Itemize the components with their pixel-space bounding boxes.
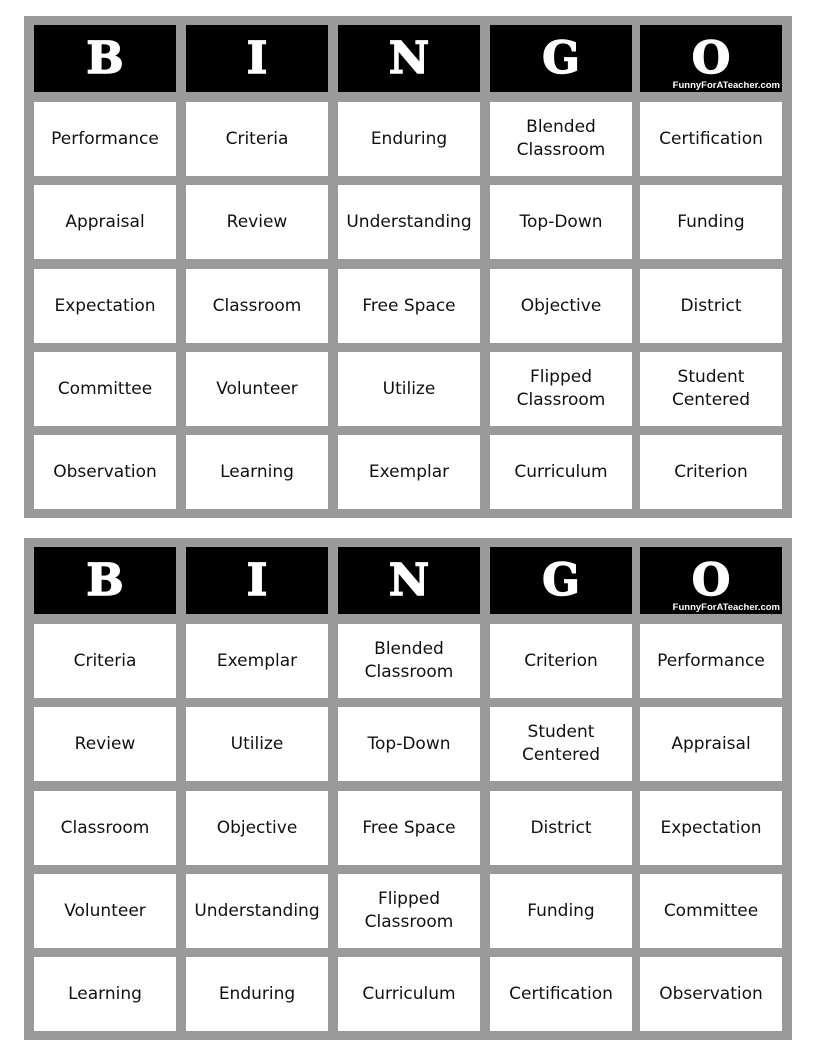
cell-text: District: [680, 295, 742, 316]
bingo-cell[interactable]: [640, 874, 782, 948]
cell-text: Appraisal: [671, 733, 751, 754]
bingo-cell[interactable]: [34, 435, 176, 509]
header-n: [338, 547, 480, 614]
header-letter: N: [388, 32, 430, 84]
bingo-cell[interactable]: [490, 185, 632, 259]
cell-text: Volunteer: [216, 378, 298, 399]
cell-text: Enduring: [370, 128, 448, 149]
bingo-cell[interactable]: [490, 957, 632, 1031]
bingo-cell[interactable]: [34, 269, 176, 343]
cell-text: Utilize: [230, 733, 284, 754]
bingo-cell[interactable]: [186, 791, 328, 865]
bingo-cell[interactable]: [34, 874, 176, 948]
cell-text: Curriculum: [362, 983, 456, 1004]
bingo-cell[interactable]: [338, 707, 480, 781]
cell-text: Review: [226, 211, 288, 232]
cell-text: Committee: [57, 378, 153, 399]
bingo-cell[interactable]: [34, 185, 176, 259]
cell-text: Criteria: [73, 650, 137, 671]
cell-text: Criterion: [674, 461, 748, 482]
cell-text: Performance: [657, 650, 765, 671]
header-letter: I: [246, 32, 268, 84]
bingo-cell[interactable]: [186, 185, 328, 259]
cell-text: Volunteer: [64, 900, 146, 921]
header-b: [34, 547, 176, 614]
cell-text: Student Centered: [671, 367, 751, 410]
bingo-cell[interactable]: [640, 269, 782, 343]
cell-text: Funding: [677, 211, 745, 232]
bingo-cell[interactable]: [640, 352, 782, 426]
cell-text: Criterion: [524, 650, 598, 671]
header-letter: G: [542, 554, 580, 606]
header-letter: B: [86, 32, 124, 84]
bingo-cell[interactable]: [640, 185, 782, 259]
header-letter: O: [691, 554, 731, 606]
free-space-cell[interactable]: [338, 269, 480, 343]
free-space-cell[interactable]: [338, 791, 480, 865]
header-letter: B: [86, 554, 124, 606]
bingo-cell[interactable]: [338, 102, 480, 176]
cell-text: Flipped Classroom: [516, 367, 606, 410]
cell-text: Certification: [659, 128, 763, 149]
bingo-cell[interactable]: [186, 352, 328, 426]
cell-text: Student Centered: [521, 722, 601, 765]
cell-text: Expectation: [660, 817, 762, 838]
bingo-cell[interactable]: [186, 269, 328, 343]
cell-text: Curriculum: [514, 461, 608, 482]
bingo-cell[interactable]: [186, 707, 328, 781]
cell-text: Observation: [53, 461, 157, 482]
header-g: [490, 547, 632, 614]
cell-text: Classroom: [212, 295, 302, 316]
bingo-cell[interactable]: [490, 435, 632, 509]
bingo-cell[interactable]: [490, 624, 632, 698]
cell-text: District: [530, 817, 592, 838]
bingo-cell[interactable]: [186, 957, 328, 1031]
header-i: [186, 547, 328, 614]
cell-text: Exemplar: [368, 461, 450, 482]
bingo-cell[interactable]: [186, 102, 328, 176]
cell-text: Review: [74, 733, 136, 754]
header-letter: G: [542, 32, 580, 84]
bingo-cell[interactable]: [338, 874, 480, 948]
bingo-cell[interactable]: [490, 791, 632, 865]
bingo-cell[interactable]: [490, 352, 632, 426]
bingo-cell[interactable]: [186, 624, 328, 698]
bingo-cell[interactable]: [490, 707, 632, 781]
header-letter: N: [388, 554, 430, 606]
watermark: FunnyForATeacher.com: [672, 602, 780, 613]
cell-text: Observation: [659, 983, 763, 1004]
header-o: [640, 25, 782, 92]
cell-text: Understanding: [194, 900, 320, 921]
bingo-cell[interactable]: [338, 352, 480, 426]
bingo-cell[interactable]: [186, 874, 328, 948]
header-letter: O: [691, 32, 731, 84]
bingo-cell[interactable]: [34, 352, 176, 426]
bingo-cell[interactable]: [34, 707, 176, 781]
bingo-cell[interactable]: [34, 957, 176, 1031]
cell-text: Performance: [51, 128, 159, 149]
header-n: [338, 25, 480, 92]
bingo-card-1: [24, 16, 792, 518]
cell-text: Expectation: [54, 295, 156, 316]
bingo-cell[interactable]: [34, 791, 176, 865]
bingo-cell[interactable]: [640, 102, 782, 176]
cell-text: Blended Classroom: [364, 639, 454, 682]
cell-text: Appraisal: [65, 211, 145, 232]
header-letter: I: [246, 554, 268, 606]
bingo-cell[interactable]: [34, 624, 176, 698]
cell-text: Objective: [216, 817, 298, 838]
cell-text: Certification: [509, 983, 613, 1004]
cell-text: Top-Down: [519, 211, 603, 232]
bingo-cell[interactable]: [640, 435, 782, 509]
bingo-cell[interactable]: [640, 791, 782, 865]
bingo-cell[interactable]: [640, 957, 782, 1031]
bingo-cell[interactable]: [338, 624, 480, 698]
bingo-cell[interactable]: [490, 102, 632, 176]
cell-text: Committee: [663, 900, 759, 921]
cell-text: Flipped Classroom: [364, 889, 454, 932]
cell-text: Utilize: [382, 378, 436, 399]
header-g: [490, 25, 632, 92]
watermark: FunnyForATeacher.com: [672, 80, 780, 91]
cell-text: Blended Classroom: [516, 117, 606, 160]
bingo-cell[interactable]: [186, 435, 328, 509]
cell-text: Objective: [520, 295, 602, 316]
header-o: [640, 547, 782, 614]
cell-text: Criteria: [225, 128, 289, 149]
bingo-cell[interactable]: [338, 435, 480, 509]
header-i: [186, 25, 328, 92]
cell-text: Free Space: [362, 817, 456, 838]
cell-text: Enduring: [218, 983, 296, 1004]
bingo-cell[interactable]: [640, 624, 782, 698]
bingo-cell[interactable]: [490, 874, 632, 948]
bingo-cell[interactable]: [338, 957, 480, 1031]
cell-text: Top-Down: [367, 733, 451, 754]
cell-text: Learning: [68, 983, 142, 1004]
cell-text: Learning: [220, 461, 294, 482]
header-b: [34, 25, 176, 92]
bingo-card-2: [24, 538, 792, 1040]
cell-text: Exemplar: [216, 650, 298, 671]
cell-text: Classroom: [60, 817, 150, 838]
bingo-cell[interactable]: [490, 269, 632, 343]
bingo-cell[interactable]: [640, 707, 782, 781]
cell-text: Free Space: [362, 295, 456, 316]
cell-text: Understanding: [346, 211, 472, 232]
bingo-cell[interactable]: [34, 102, 176, 176]
bingo-cell[interactable]: [338, 185, 480, 259]
cell-text: Funding: [527, 900, 595, 921]
